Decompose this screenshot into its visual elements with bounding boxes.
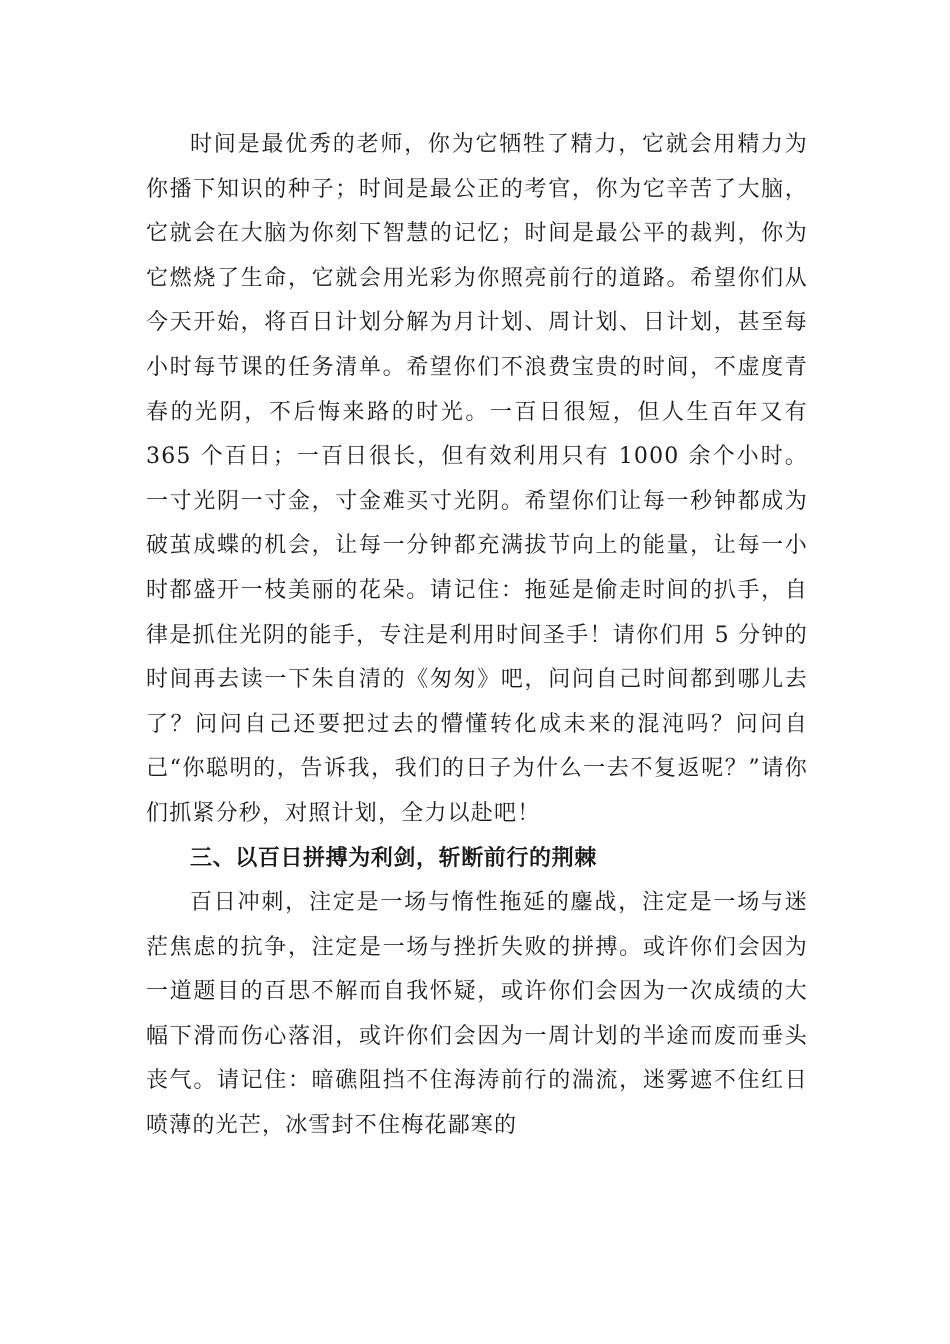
section-heading-three: 三、以百日拼搏为利剑，斩断前行的荆棘	[190, 845, 597, 871]
body-paragraph-time: 时间是最优秀的老师，你为它牺牲了精力，它就会用精力为你播下知识的种子；时间是最公正的考官，你为它辛苦了大脑，它就会在大脑为你刻下智慧的记忆；时间是最公平的裁判，你为它燃烧了生命，它就会用光彩为你照亮前行的道路。希望你们从今天开始，将百日计划分解为月计划、周计划、日计划，甚至每小时每节课的任务清单。希望你们不浪费宝贵的时间，不虚度青春的光阴，不后悔来路的时光。一百日很短，但人生百年又有 365 个百日；一百日很长，但有效利用只有 1000 余个小时。一寸光阴一寸金，寸金难买寸光阴。希望你们让每一秒钟都成为破茧成蝶的机会，让每一分钟都充满拔节向上的能量，让每一小时都盛开一枝美丽的花朵。请记住：拖延是偷走时间的扒手，自律是抓住光阴的能手，专注是利用时间圣手！请你们用 5 分钟的时间再去读一下朱自清的《匆匆》吧，问问自己时间都到哪儿去了？问问自己还要把过去的懵懂转化成未来的混沌吗？问问自己“你聪明的，告诉我，我们的日子为什么一去不复返呢？”请你们抓紧分秒，对照计划，全力以赴吧！	[146, 132, 808, 826]
document-page	[146, 123, 808, 1149]
body-paragraph-sprint: 百日冲刺，注定是一场与惰性拖延的鏖战，注定是一场与迷茫焦虑的抗争，注定是一场与挫折失败的拼搏。或许你们会因为一道题目的百思不解而自我怀疑，或许你们会因为一次成绩的大幅下滑而伤心落泪，或许你们会因为一周计划的半途而废而垂头丧气。请记住：暗礁阻挡不住海涛前行的湍流，迷雾遮不住红日喷薄的光芒，冰雪封不住梅花鄙寒的	[146, 890, 808, 1139]
